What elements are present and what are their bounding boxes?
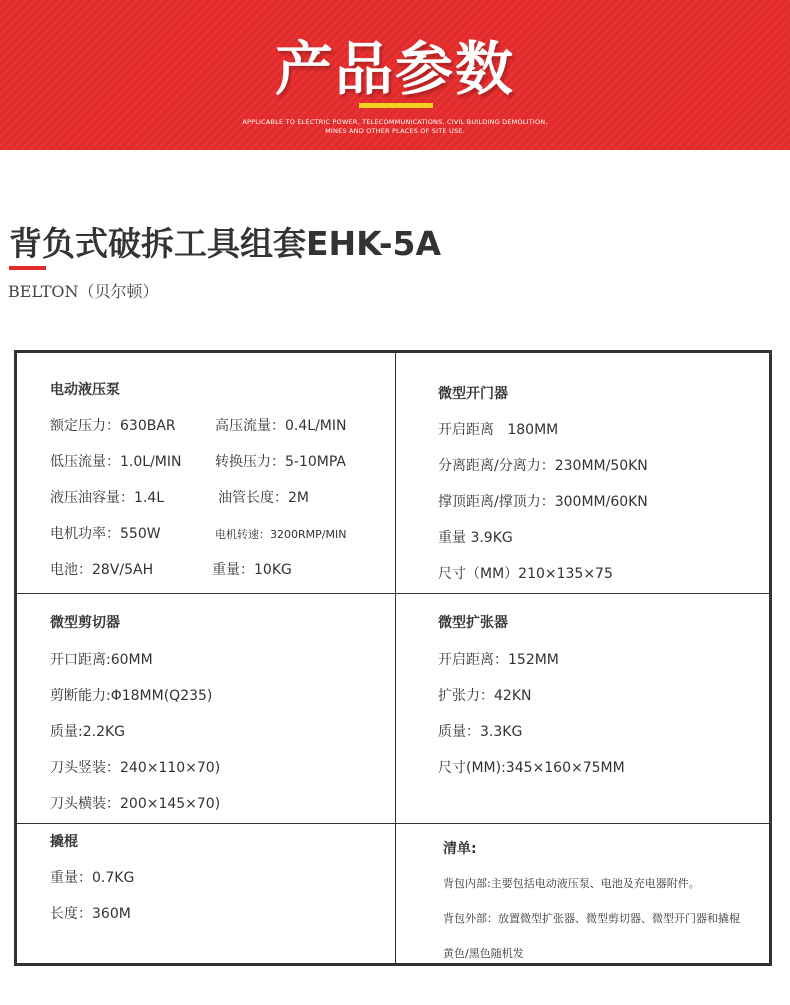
banner-subtitle xyxy=(200,118,590,136)
pump-weight: 重量：10KG xyxy=(212,562,292,578)
banner-title: 产品参数 xyxy=(274,35,515,103)
banner-accent-bar xyxy=(359,103,433,108)
door-opener-support: 撑顶距离/撑顶力：300MM/60KN xyxy=(438,494,648,510)
pump-heading: 电动液压泵 xyxy=(50,382,120,398)
title-underline xyxy=(9,266,46,270)
cutter-capacity: 剪断能力:Φ18MM(Q235) xyxy=(50,688,213,704)
divider-vertical-3 xyxy=(395,823,396,966)
door-opener-size: 尺寸（MM）210×135×75 xyxy=(438,566,613,582)
crowbar-weight: 重量：0.7KG xyxy=(50,870,135,886)
cutter-vertical: 刀头竖装：240×110×70) xyxy=(50,760,221,776)
product-title: 背负式破拆工具组套EHK-5A xyxy=(9,224,442,263)
spreader-weight: 质量：3.3KG xyxy=(438,724,523,740)
package-outside: 背包外部：放置微型扩张器、微型剪切器、微型开门器和撬棍 xyxy=(443,912,740,925)
divider-vertical-1 xyxy=(395,353,396,593)
pump-battery: 电池：28V/5AH xyxy=(50,562,154,578)
crowbar-length: 长度：360M xyxy=(50,906,131,922)
cutter-horizontal: 刀头横装：200×145×70) xyxy=(50,796,221,812)
package-list-heading: 清单: xyxy=(443,841,477,857)
brand-name: BELTON（贝尔顿） xyxy=(8,282,159,301)
cutter-heading: 微型剪切器 xyxy=(50,615,120,631)
cutter-opening: 开口距离:60MM xyxy=(50,652,153,668)
door-opener-separation: 分离距离/分离力：230MM/50KN xyxy=(438,458,648,474)
door-opener-heading: 微型开门器 xyxy=(438,386,508,402)
divider-horizontal-2 xyxy=(17,823,769,824)
pump-motor-power: 电机功率：550W xyxy=(50,526,161,542)
spreader-size: 尺寸(MM):345×160×75MM xyxy=(438,760,625,776)
spreader-opening: 开启距离：152MM xyxy=(438,652,559,668)
pump-high-flow: 高压流量：0.4L/MIN xyxy=(215,418,347,434)
pump-switch-pressure: 转换压力：5-10MPA xyxy=(215,454,346,470)
spec-table xyxy=(14,350,772,966)
cutter-weight: 质量:2.2KG xyxy=(50,724,126,740)
banner-subtitle-line-2: MINES AND OTHER PLACES OF SITE USE. xyxy=(325,127,465,135)
door-opener-distance: 开启距离 180MM xyxy=(438,422,559,438)
header-banner xyxy=(0,0,790,150)
banner-subtitle-line-1: APPLICABLE TO ELECTRIC POWER, TELECOMMUNICATIONS, CIVIL BUILDING DEMOLITION, xyxy=(242,118,548,126)
door-opener-weight: 重量 3.9KG xyxy=(438,530,513,546)
pump-rated-pressure: 额定压力：630BAR xyxy=(50,418,176,434)
spreader-heading: 微型扩张器 xyxy=(438,615,508,631)
package-colors: 黄色/黑色随机发 xyxy=(443,947,524,960)
pump-motor-speed: 电机转速：3200RMP/MIN xyxy=(215,528,347,541)
pump-oil-capacity: 液压油容量：1.4L xyxy=(50,490,165,506)
divider-vertical-2 xyxy=(395,593,396,823)
crowbar-heading: 撬棍 xyxy=(50,834,78,850)
package-inside: 背包内部:主要包括电动液压泵、电池及充电器附件。 xyxy=(443,877,700,890)
pump-low-flow: 低压流量：1.0L/MIN xyxy=(50,454,182,470)
spreader-force: 扩张力：42KN xyxy=(438,688,532,704)
divider-horizontal-1 xyxy=(17,593,769,594)
pump-hose-length: 油管长度：2M xyxy=(218,490,309,506)
